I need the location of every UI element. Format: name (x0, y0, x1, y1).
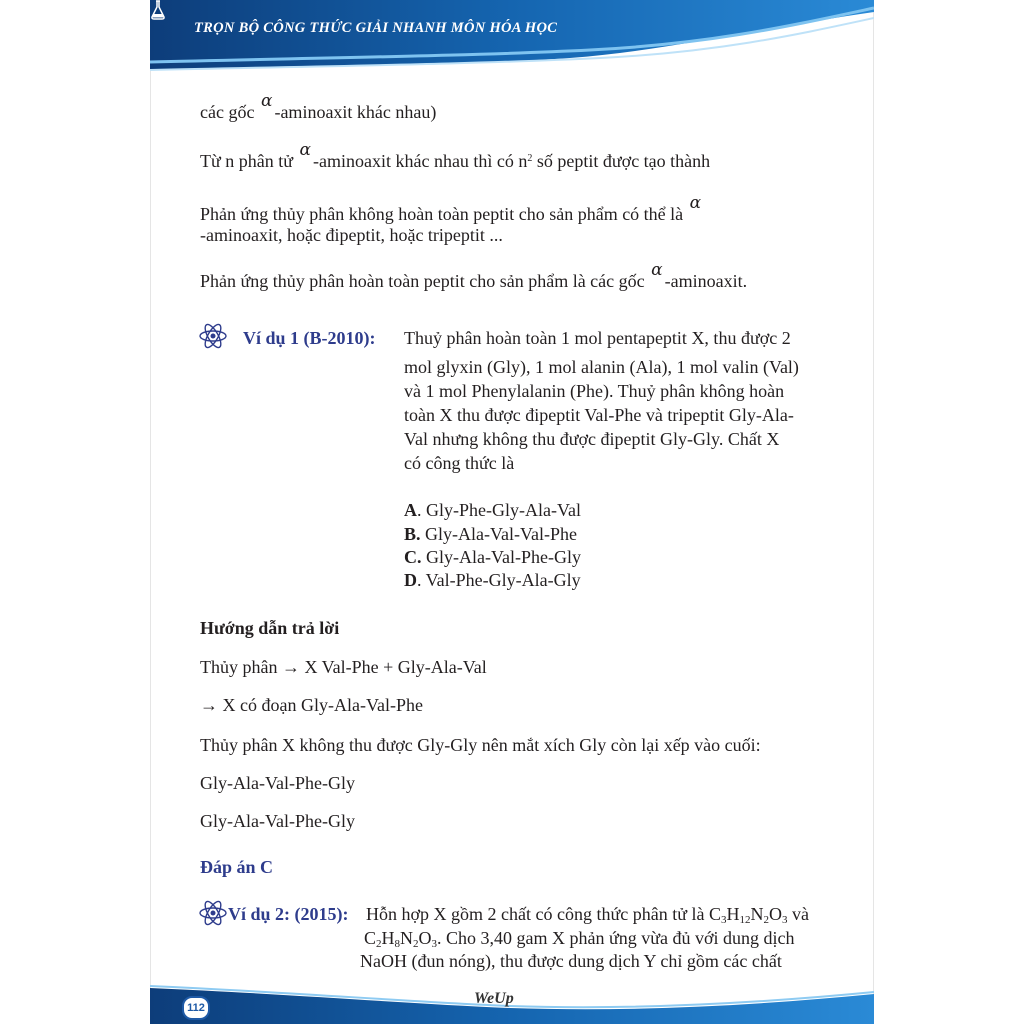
guide-line: → X có đoạn Gly-Ala-Val-Phe (200, 695, 423, 715)
subscript: 2 (376, 938, 382, 950)
subscript: 2 (413, 938, 419, 950)
example-1-line: và 1 mol Phenylalanin (Phe). Thuỷ phân không hoàn (404, 381, 785, 401)
option-c (404, 546, 581, 569)
atom-icon (198, 321, 228, 351)
text-segment: -aminoaxit khác nhau thì có n (312, 151, 528, 171)
guide-line: Thủy phân → X Val-Phe + Gly-Ala-Val (200, 657, 487, 677)
option-text: . Gly-Phe-Gly-Ala-Val (417, 500, 581, 520)
subscript: 3 (781, 914, 788, 926)
example-1-line: Thuỷ phân hoàn toàn 1 mol pentapeptit X, thu được 2 (404, 328, 791, 348)
example-1-line: có công thức là (404, 453, 515, 473)
subscript: 3 (431, 938, 438, 950)
text-line-4 (200, 260, 748, 294)
option-letter: D (404, 570, 417, 590)
page-edge-right (873, 0, 874, 1024)
page-header (150, 0, 874, 72)
text-segment: O (768, 904, 782, 924)
publisher-logo: WeUp (474, 990, 514, 1007)
text-line-1 (200, 91, 437, 125)
example-1-line: toàn X thu được đipeptit Val-Phe và tripeptit Gly-Ala- (404, 405, 794, 425)
guide-line: Gly-Ala-Val-Phe-Gly (200, 773, 355, 793)
alpha-symbol: α (299, 140, 311, 160)
example-2-label: Ví dụ 2: (2015): (228, 904, 349, 924)
text-segment: . Cho 3,40 gam X phản ứng vừa đủ với dung dịch (437, 928, 795, 948)
page-edge-left (150, 0, 151, 1024)
guide-title: Hướng dẫn trả lời (200, 618, 340, 638)
example-2-line: NaOH (đun nóng), thu được dung dịch Y chỉ gồm các chất (360, 951, 782, 971)
text-line-2 (200, 140, 711, 174)
option-text: Gly-Ala-Val-Phe-Gly (421, 547, 581, 567)
atom-icon (198, 898, 228, 928)
superscript: 2 (527, 153, 533, 164)
option-b (404, 523, 577, 546)
option-letter: C. (404, 547, 422, 567)
text-segment: và (787, 904, 809, 924)
subscript: 12 (739, 914, 751, 926)
guide-line: Thủy phân X không thu được Gly-Gly nên mắt xích Gly còn lại xếp vào cuối: (200, 735, 761, 755)
header-title: TRỌN BỘ CÔNG THỨC GIẢI NHANH MÔN HÓA HỌC (194, 20, 558, 36)
option-text: . Val-Phe-Gly-Ala-Gly (417, 570, 581, 590)
alpha-symbol: α (260, 91, 273, 111)
text-segment: O (418, 928, 432, 948)
example-1-line: mol glyxin (Gly), 1 mol alanin (Ala), 1 mol valin (Val) (404, 357, 799, 377)
text-segment: số peptit được tạo thành (532, 151, 711, 171)
page-number: 112 (182, 996, 210, 1020)
text-segment: C (364, 928, 377, 948)
text-segment: -aminoaxit khác nhau) (274, 102, 437, 122)
option-letter: A (404, 500, 417, 520)
text-segment: N (750, 904, 764, 924)
text-segment: Từ n phân tử (200, 151, 293, 171)
subscript: 2 (763, 914, 769, 926)
answer-label: Đáp án C (200, 857, 274, 877)
subscript: 8 (394, 938, 401, 950)
text-segment: các gốc (200, 102, 255, 122)
text-line-3b: -aminoaxit, hoặc đipeptit, hoặc tripeptit ... (200, 225, 503, 245)
subscript: 3 (720, 914, 727, 926)
flask-icon (150, 0, 166, 20)
example-1-label: Ví dụ 1 (B-2010): (243, 328, 376, 348)
example-1-line: Val nhưng không thu được đipeptit Gly-Gly. Chất X (404, 429, 780, 449)
text-segment: Phản ứng thủy phân hoàn toàn peptit cho sản phẩm là các gốc (200, 271, 645, 291)
text-segment: H (726, 904, 740, 924)
text-segment: N (400, 928, 414, 948)
guide-line: Gly-Ala-Val-Phe-Gly (200, 811, 355, 831)
example-2-line (366, 903, 809, 926)
option-d (404, 569, 581, 592)
alpha-symbol: α (651, 260, 663, 280)
option-a (404, 499, 581, 522)
text-segment: Hỗn hợp X gồm 2 chất có công thức phân tử là C (366, 904, 721, 924)
alpha-symbol: α (689, 193, 702, 213)
text-segment: -aminoaxit. (664, 271, 748, 291)
example-2-line (364, 927, 795, 950)
text-segment: Phản ứng thủy phân không hoàn toàn peptit cho sản phẩm có thể là (200, 204, 684, 224)
text-segment: H (381, 928, 395, 948)
option-text: Gly-Ala-Val-Val-Phe (420, 524, 577, 544)
option-letter: B. (404, 524, 421, 544)
